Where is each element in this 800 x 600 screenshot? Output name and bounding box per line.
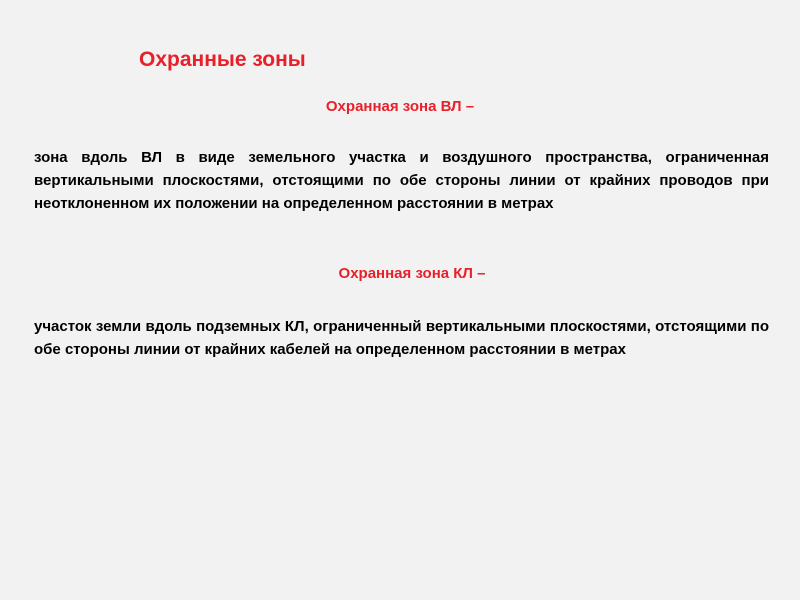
definition-kl-zone: участок земли вдоль подземных КЛ, ограниченный вертикальными плоскостями, отстоящими по обе стороны линии от крайних кабелей на определенном расстоянии в метрах [34, 318, 769, 358]
heading-vl-zone: Охранная зона ВЛ – [325, 98, 475, 115]
slide-title: Охранные зоны [139, 48, 306, 71]
definition-vl-zone: зона вдоль ВЛ в виде земельного участка и воздушного пространства, ограниченная вертикальными плоскостями, отстоящими по обе стороны линии от крайних проводов при неотклоненном их положении на определенном расстоянии в метрах [34, 149, 769, 212]
heading-kl-zone: Охранная зона КЛ – [338, 265, 486, 282]
